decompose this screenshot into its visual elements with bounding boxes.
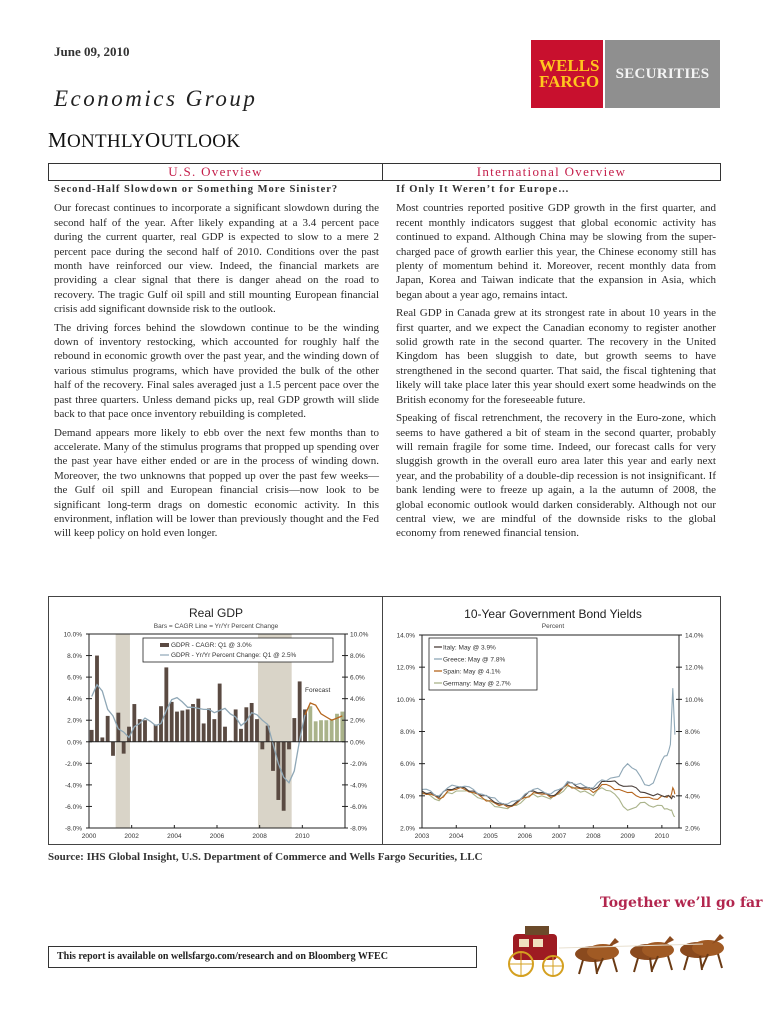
y-tick-label-right: 14.0% [685, 632, 704, 640]
gdp-bar [175, 712, 179, 742]
gdp-bar [276, 742, 280, 800]
gdp-bar [180, 711, 184, 742]
y-tick-label-right: 6.0% [685, 761, 700, 769]
y-tick-label-right: -2.0% [350, 760, 367, 768]
gdp-bar [196, 699, 200, 742]
y-tick-label-right: 4.0% [350, 696, 365, 704]
y-tick-label-right: 8.0% [685, 729, 700, 736]
y-tick-label-right: 0.0% [350, 739, 365, 747]
gdp-bar [95, 656, 99, 742]
intl-paragraph: Speaking of fiscal retrenchment, the recovery in the Euro-zone, which seems to have gathered a bit of steam in the second quarter, probably will remain fragile for some time. Indeed, our forecast calls for very sluggish growth in the overall euro area later this year and early next year, and the probability of a double-dip recession is not insignificant. If bank lending were to freeze up again, a la the autumn of 2008, the global economic outlook would darken considerably. Although not our central view, we are mindful of the downside risks to the global economy from renewed financial tension. [396, 412, 716, 540]
bond-yields-chart-svg [383, 597, 722, 846]
legend-label-line: GDPR - Yr/Yr Percent Change: Q1 @ 2.5% [171, 652, 297, 659]
gdp-bar [132, 704, 136, 742]
intl-paragraph: Most countries reported positive GDP growth in the first quarter, and recent monthly indicators suggest that global economic activity has continued to expand. Although China may be slowing from the super-charged pace of growth earlier this year, the Chinese economy still has plenty of momentum behind it. Moreover, recent monthly data from Japan, Korea and Taiwan indicate that the expansion in Asia, which began about a year ago, remains intact. [396, 202, 716, 301]
page-title [48, 128, 240, 153]
y-tick-label-left: 6.0% [67, 674, 82, 682]
title-rest-1: ONTHLY [66, 131, 145, 152]
chart-title: 10-Year Government Bond Yields [464, 607, 642, 621]
group-name: Economics Group [54, 86, 258, 111]
gdp-bar [186, 709, 190, 741]
y-tick-label-right: 10.0% [350, 631, 369, 639]
international-overview-header: International Overview [382, 163, 721, 181]
gdp-bar [111, 742, 115, 756]
logo-line-1: WELLS [539, 56, 600, 75]
gdp-bar [234, 709, 238, 741]
international-overview-column [396, 183, 716, 545]
x-tick-label: 2005 [483, 833, 498, 840]
y-tick-label-right: 8.0% [350, 653, 365, 661]
gdp-bar [202, 723, 206, 741]
gdp-bar [250, 703, 254, 742]
tagline: Together we’ll go far [600, 895, 763, 911]
y-tick-label-left: -8.0% [65, 825, 82, 833]
gdp-bar [319, 720, 323, 742]
y-tick-label-left: 2.0% [400, 825, 415, 833]
legend-label-spain: Spain: May @ 4.1% [443, 668, 501, 676]
title-rest-2: UTLOOK [160, 131, 241, 152]
y-tick-label-right: 12.0% [685, 664, 704, 672]
wells-fargo-logo-block [531, 40, 603, 108]
y-tick-label-left: -2.0% [65, 760, 82, 768]
y-tick-label-left: -6.0% [65, 803, 82, 811]
y-tick-label-left: 14.0% [396, 632, 415, 640]
us-overview-header: U.S. Overview [48, 163, 383, 181]
legend-label-greece: Greece: May @ 7.8% [443, 656, 506, 664]
gdp-bar [292, 718, 296, 742]
y-tick-label-right: -6.0% [350, 803, 367, 811]
intl-paragraph: Real GDP in Canada grew at its strongest rate in about 10 years in the first quarter, and we expect the Canadian economy to register another solid growth rate in the second quarter. The recovery in the United Kingdom has been sluggish to date, but growth seems to have strengthened in the second quarter. That said, the fiscal tightening that likely will take place later this year should exert some headwinds on the British economy for the foreseeable future. [396, 307, 716, 406]
gdp-bar [164, 667, 168, 741]
x-tick-label: 2000 [81, 833, 97, 840]
y-tick-label-left: 0.0% [67, 739, 82, 747]
legend-swatch-bar [160, 643, 169, 647]
source-note: Source: IHS Global Insight, U.S. Department of Commerce and Wells Fargo Securities, LLC [48, 851, 483, 863]
gdp-bar [324, 720, 328, 742]
x-tick-label: 2006 [517, 833, 533, 840]
x-tick-label: 2008 [252, 833, 267, 840]
horses-icon [575, 934, 724, 974]
y-tick-label-left: 12.0% [396, 664, 415, 672]
gdp-bar [330, 719, 334, 742]
gdp-bar [244, 707, 248, 741]
report-date: June 09, 2010 [54, 44, 130, 59]
yield-line-germany [422, 786, 675, 817]
y-tick-label-left: 4.0% [400, 793, 415, 801]
legend-label-germany: Germany: May @ 2.7% [443, 680, 511, 688]
y-tick-label-left: 2.0% [67, 717, 82, 725]
x-tick-label: 2010 [654, 833, 670, 840]
x-tick-label: 2006 [209, 833, 225, 840]
logo-line-2: FARGO [539, 72, 600, 91]
gdp-bar [207, 708, 211, 741]
gdp-bar [191, 704, 195, 742]
title-cap-1: M [48, 128, 67, 152]
gdp-bar [170, 702, 174, 742]
gdp-bar [106, 716, 110, 742]
y-tick-label-right: 10.0% [685, 696, 704, 704]
chart-title: Real GDP [188, 606, 244, 620]
us-subhead: Second-Half Slowdown or Something More Sinister? [54, 184, 339, 195]
x-tick-label: 2003 [414, 833, 430, 840]
securities-logo-block: SECURITIES [605, 40, 720, 108]
gdp-bar [314, 721, 318, 741]
legend-label-bar: GDPR - CAGR: Q1 @ 3.0% [171, 642, 252, 649]
x-tick-label: 2008 [586, 833, 601, 840]
gdp-bar [255, 719, 259, 742]
us-overview-column [54, 183, 379, 545]
y-tick-label-left: 10.0% [63, 631, 82, 639]
gdp-bar [100, 737, 104, 741]
gdp-bar [143, 720, 147, 742]
y-tick-label-left: -4.0% [65, 782, 82, 790]
availability-note: This report is available on wellsfargo.com/research and on Bloomberg WFEC [48, 946, 477, 968]
legend-label-italy: Italy: May @ 3.9% [443, 644, 496, 652]
gdp-bar [154, 725, 158, 742]
y-tick-label-right: 2.0% [350, 717, 365, 725]
x-tick-label: 2007 [551, 833, 567, 840]
gdp-bar [212, 719, 216, 742]
stagecoach-icon [509, 926, 563, 976]
gdp-bar [308, 706, 312, 742]
us-paragraph: Demand appears more likely to ebb over the next few months than to accelerate. Many of the stimulus programs that propped up spending over the past year have either ended or are in the process of winding down. Moreover, the two unknowns that popped up over the past few weeks—the Gulf oil spill and European financial crisis—now look to be significant long-term drags on domestic economic activity. In this environment, inflation will be lower than previously thought and the Fed will keep policy on hold even longer. [54, 426, 379, 540]
us-paragraph: Our forecast continues to incorporate a significant slowdown during the second half of the year. After likely expanding at a 3.4 percent pace during the current quarter, real GDP is expected to slow to a mere 2 percent pace during the second half of 2010. Conditions over the past month have reinforced our view. Indeed, the financial markets are providing a clear signal that there is danger ahead on the road to recovery. The tragic Gulf oil spill and still mounting European financial crisis add significant downside risk to the outlook. [54, 202, 379, 316]
x-tick-label: 2010 [295, 833, 310, 840]
y-tick-label-left: 10.0% [396, 696, 415, 704]
chart-subtitle: Bars = CAGR Line = Yr/Yr Percent Change [153, 623, 279, 630]
y-tick-label-right: 6.0% [350, 674, 365, 682]
gdp-bar [218, 684, 222, 742]
stagecoach-illustration [503, 912, 733, 984]
gdp-bar [287, 742, 291, 750]
title-cap-2: O [144, 128, 161, 152]
y-tick-label-right: 2.0% [685, 825, 700, 833]
y-tick-label-left: 8.0% [400, 729, 415, 736]
intl-subhead: If Only It Weren’t for Europe… [396, 184, 570, 195]
y-tick-label-right: -8.0% [350, 825, 367, 833]
x-tick-label: 2004 [167, 833, 182, 840]
gdp-bar [122, 742, 126, 754]
y-tick-label-left: 4.0% [67, 696, 82, 704]
gdp-bar [90, 730, 94, 742]
real-gdp-chart-svg [49, 597, 384, 846]
gdp-bar [223, 727, 227, 742]
gdp-bar [239, 729, 243, 742]
yield-line-greece [422, 688, 675, 804]
x-tick-label: 2002 [124, 833, 139, 840]
real-gdp-chart [48, 596, 383, 845]
chart-subtitle: Percent [541, 623, 565, 630]
y-tick-label-right: -4.0% [350, 782, 367, 790]
bond-yields-chart [382, 596, 721, 845]
forecast-annotation: Forecast [305, 687, 331, 694]
y-tick-label-left: 6.0% [400, 761, 415, 769]
gdp-bar [260, 742, 264, 750]
x-tick-label: 2004 [449, 833, 464, 840]
recession-band [258, 634, 292, 828]
us-paragraph: The driving forces behind the slowdown continue to be the winding down of inventory restocking, which accounted for roughly half the rebound in economic growth over the past year, and the winding down of various stimulus programs, which have provided the bulk of the other half of the recovery. Final sales averaged just a 1.5 percent pace over the past three quarters. Unless demand picks up, real GDP growth will slide back to that pace once inventory rebuilding is completed. [54, 321, 379, 421]
y-tick-label-right: 4.0% [685, 793, 700, 801]
wells-fargo-securities-logo [531, 40, 720, 108]
y-tick-label-left: 8.0% [67, 653, 82, 661]
x-tick-label: 2009 [620, 833, 635, 840]
